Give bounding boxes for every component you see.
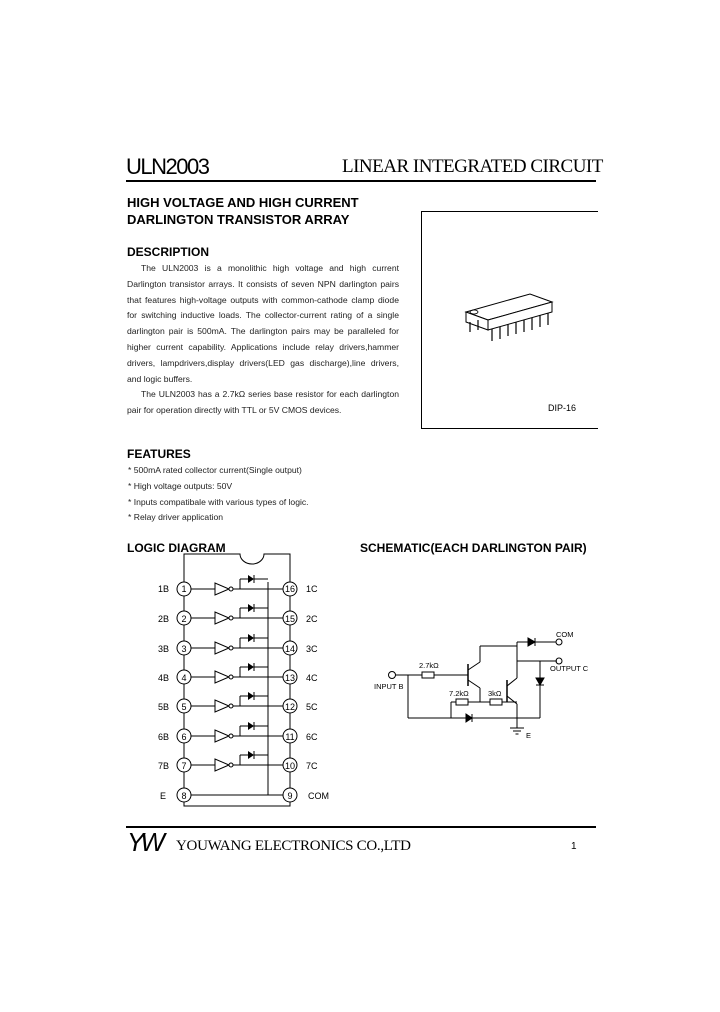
right-label: 6C (306, 732, 318, 742)
darlington-schematic (370, 624, 590, 744)
features-list (128, 463, 309, 526)
buffer-icon (215, 700, 229, 712)
left-label: 7B (158, 761, 170, 771)
r2-label: 7.2kΩ (449, 689, 469, 698)
buffer-icon (215, 759, 229, 771)
pin-number: 11 (285, 732, 295, 742)
inverter-bubble-icon (229, 587, 233, 591)
left-label: E (160, 791, 167, 801)
com-diode-icon (528, 638, 535, 646)
diode-icon (248, 663, 254, 671)
feature-item: * Inputs compatibale with various types of logic. (128, 496, 309, 507)
right-label: 5C (306, 702, 318, 712)
input-label: INPUT B (374, 682, 404, 691)
logic-diagram (140, 548, 340, 810)
right-label: 2C (306, 614, 318, 624)
pin-number: 9 (287, 791, 293, 801)
pin-number: 12 (284, 702, 296, 712)
pin-number: 16 (284, 584, 296, 594)
diode-icon (248, 692, 254, 700)
input-terminal-icon (389, 672, 396, 679)
channel-rows (177, 575, 297, 802)
right-label: COM (308, 791, 329, 801)
diode-icon (248, 634, 254, 642)
diode-icon (248, 751, 254, 759)
pin-number: 3 (181, 644, 187, 654)
inverter-bubble-icon (229, 704, 233, 708)
title-line-2: DARLINGTON TRANSISTOR ARRAY (127, 212, 350, 227)
description-body (127, 261, 399, 419)
left-label: 3B (158, 644, 170, 654)
document-type: LINEAR INTEGRATED CIRCUIT (342, 156, 603, 177)
logo-text: YW (127, 829, 161, 855)
package-figure (421, 211, 598, 429)
pin-number: 13 (284, 673, 296, 683)
feature-item: * High voltage outputs: 50V (128, 480, 233, 491)
emitter-label: E (526, 731, 532, 740)
output-label: OUTPUT C (550, 664, 589, 673)
schematic-heading: SCHEMATIC(EACH DARLINGTON PAIR) (360, 541, 587, 555)
pin-number: 8 (181, 791, 187, 801)
page-number: 1 (571, 841, 577, 852)
inverter-bubble-icon (229, 616, 233, 620)
description-heading: DESCRIPTION (127, 245, 210, 259)
company-name: YOUWANG ELECTRONICS CO.,LTD (176, 838, 411, 854)
pin-number: 5 (181, 702, 187, 712)
buffer-icon (215, 612, 229, 624)
r3-label: 3kΩ (488, 689, 502, 698)
part-number: ULN2003 (126, 154, 209, 179)
pin-number: 4 (181, 673, 187, 683)
feature-item: * Relay driver application (128, 512, 224, 523)
right-label: 1C (306, 584, 318, 594)
inverter-bubble-icon (229, 734, 233, 738)
header-rule (126, 180, 596, 182)
clamp-diode-icon (536, 678, 544, 685)
description-paragraph-2: The ULN2003 has a 2.7kΩ series base resistor for each darlington pair for operation directly with TTL or 5V CMOS devices. (127, 389, 399, 416)
diode-icon (248, 722, 254, 730)
pin-number: 10 (284, 761, 296, 771)
com-label: COM (556, 630, 574, 639)
right-label: 7C (306, 761, 318, 771)
diode-icon (248, 575, 254, 583)
pin-number: 15 (284, 614, 296, 624)
left-label: 1B (158, 584, 170, 594)
left-label: 2B (158, 614, 170, 624)
buffer-icon (215, 671, 229, 683)
left-label: 4B (158, 673, 170, 683)
pin-number: 2 (181, 614, 187, 624)
features-heading: FEATURES (127, 447, 191, 461)
title-line-1: HIGH VOLTAGE AND HIGH CURRENT (127, 195, 359, 210)
description-paragraph-1: The ULN2003 is a monolithic high voltage and high current Darlington transistor arrays. It consists of seven NPN darlington pairs that features high-voltage outputs with common-cathode clamp diode for switching inductive loads. The collector-current rating of a single darlington pair is 500mA. The darlington pairs may be paralleled for higher current capability. Applications include relay drivers,hammer drivers, lampdrivers,display drivers(LED gas discharge),line drivers, and logic buffers. (127, 263, 399, 384)
feature-item: * 500mA rated collector current(Single output) (128, 465, 302, 475)
diode-icon (248, 604, 254, 612)
pin-number: 7 (181, 761, 187, 771)
pin-numbers (181, 584, 295, 801)
company-logo (127, 829, 175, 855)
buffer-icon (215, 730, 229, 742)
dip16-package-icon (422, 212, 598, 428)
package-label: DIP-16 (548, 403, 577, 413)
inverter-bubble-icon (229, 763, 233, 767)
footer-rule (126, 826, 596, 828)
buffer-icon (215, 642, 229, 654)
left-label: 6B (158, 732, 170, 742)
pin-number: 14 (284, 644, 296, 654)
pin-number: 6 (181, 732, 187, 742)
logic-diagram-heading: LOGIC DIAGRAM (127, 541, 226, 555)
page-title (127, 194, 417, 228)
inverter-bubble-icon (229, 646, 233, 650)
left-label: 5B (158, 702, 170, 712)
right-label: 3C (306, 644, 318, 654)
resistor-icon (422, 672, 434, 678)
com-terminal-icon (556, 639, 562, 645)
right-label: 4C (306, 673, 318, 683)
r1-label: 2.7kΩ (419, 661, 439, 670)
diode-icon (466, 714, 472, 722)
inverter-bubble-icon (229, 675, 233, 679)
buffer-icon (215, 583, 229, 595)
pin-number: 1 (181, 584, 187, 594)
